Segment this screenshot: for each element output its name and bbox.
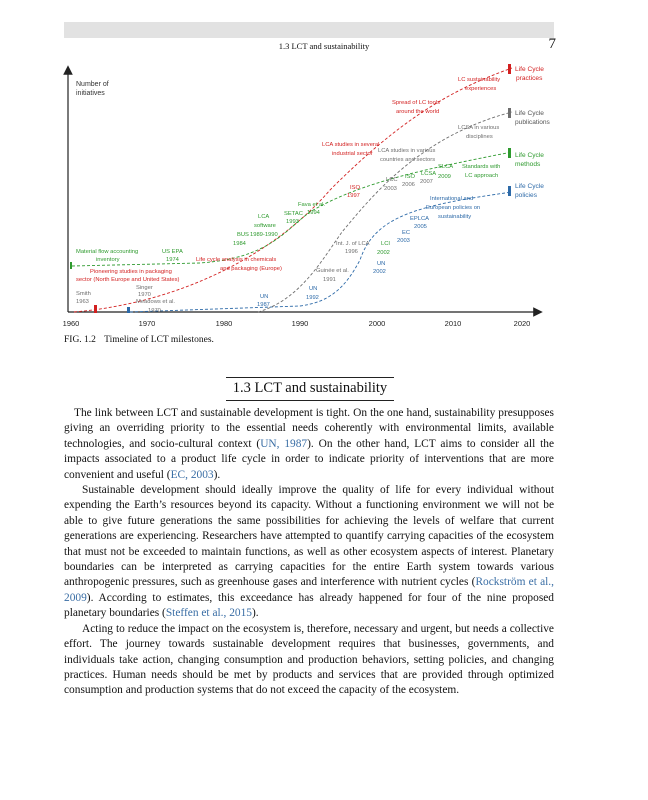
legend-marker-publications xyxy=(508,108,511,118)
start-marker-green xyxy=(70,262,72,269)
anno-lca-var-1: LCA studies in various xyxy=(378,148,436,154)
legend-practices: Life Cycle xyxy=(515,66,544,73)
y-axis-title-line2: initiatives xyxy=(76,90,105,97)
anno-1994: 1994 xyxy=(307,210,320,216)
anno-lc-sust-1: LC sustainability xyxy=(458,77,501,83)
x-tick-1990: 1990 xyxy=(291,319,309,328)
figure-caption-text: Timeline of LCT milestones. xyxy=(104,335,214,345)
anno-un1992b: 1992 xyxy=(306,295,319,301)
x-tick-1970: 1970 xyxy=(138,319,156,328)
anno-intl-1: International and xyxy=(430,196,474,202)
anno-un1992a: UN xyxy=(309,286,318,292)
anno-lci: LCI xyxy=(381,241,391,247)
anno-un2002a: UN xyxy=(377,261,386,267)
section-title: 1.3 LCT and sustainability xyxy=(226,377,394,401)
anno-guinee: Guinée et al. xyxy=(316,268,349,274)
y-axis-title: Number of xyxy=(76,81,109,88)
legend-publications: Life Cycle xyxy=(515,110,544,117)
citation-rockstrom-2009[interactable]: Rockström et al., 2009 xyxy=(64,576,554,604)
anno-2005: 2005 xyxy=(414,224,427,230)
running-head: 1.3 LCT and sustainability xyxy=(278,41,370,51)
paragraph-3: Acting to reduce the impact on the ecosystem is, therefore, necessary and urgent, but needs a collective effort. The journey towards sustainable development requires that businesses, governments, and individuals take action, changing consumption and production behaviors, setting policies, and changing practices. Human needs should be met by products and services that are provided through optimized consumption and production systems that do not exceed the capacity of the ecosystem. xyxy=(64,622,554,697)
anno-intl-2: European policies on xyxy=(426,205,481,211)
legend-policies: Life Cycle xyxy=(515,183,544,190)
paragraph-2-text-b: ). According to estimates, this exceedance has already happened for four of the nine proposed planetary boundaries ( xyxy=(64,591,554,620)
anno-1984: 1984 xyxy=(233,241,246,247)
legend-marker-methods xyxy=(508,148,511,158)
legend-practices-2: practices xyxy=(516,75,543,82)
anno-spread-1: Spread of LC tools xyxy=(392,100,441,106)
paragraph-2 xyxy=(64,483,554,622)
anno-lcsa-b: 2007 xyxy=(420,179,433,185)
legend-methods: Life Cycle xyxy=(515,152,544,159)
anno-lca-var-2: countries and sectors xyxy=(380,157,436,163)
anno-std-1: Standards with xyxy=(462,164,501,170)
paragraph-2-text-c: ). xyxy=(252,607,259,620)
timeline-figure xyxy=(0,0,648,340)
anno-2002: 2002 xyxy=(377,250,390,256)
body-text xyxy=(64,406,554,699)
anno-lca-chem-2: and packaging (Europe) xyxy=(220,266,282,272)
anno-un1987a: UN xyxy=(260,294,269,300)
paragraph-2-text-a: Sustainable development should ideally improve the quality of life for every individual without expending the Earth’s resources beyond its capacity. Without a functioning environment we will not be able to give future generations the same possibilities for achieving the levels of welfare that current generations are experiencing. Researchers have attempted to quantify carrying capacities of the ecosystem that must not be exceeded to maintain functions, as well as other ecosystem aspects of interest. Planetary boundaries can be interpreted as carrying capacities for the entire Earth system towards various anthropogenic pressures, such as greenhouse gases and interference with nutrient cycles ( xyxy=(64,484,554,589)
x-tick-2020: 2020 xyxy=(513,319,531,328)
anno-1970b: 1970 xyxy=(148,308,161,314)
x-tick-2000: 2000 xyxy=(368,319,386,328)
anno-pioneering-2: sector (North Europe and United States) xyxy=(76,277,180,283)
paragraph-1-text-c: ). xyxy=(213,468,221,481)
anno-iso2006b: 2006 xyxy=(402,182,415,188)
anno-spread-2: around the world xyxy=(396,109,440,115)
start-marker-blue xyxy=(127,307,130,313)
anno-un2002b: 2002 xyxy=(373,269,386,275)
anno-eplca: EPLCA xyxy=(410,216,430,222)
start-marker-red xyxy=(94,305,97,313)
anno-singer: Singer xyxy=(136,285,153,291)
citation-un-1987[interactable]: UN, 1987 xyxy=(260,437,308,450)
anno-inventory: inventory xyxy=(96,257,120,263)
anno-2003a: 2003 xyxy=(384,186,397,192)
anno-iso1997b: 1997 xyxy=(347,193,360,199)
figure-label: FIG. 1.2 xyxy=(64,335,96,345)
anno-lca-chem-1: Life cycle analysis in chemicals xyxy=(196,257,277,263)
anno-1993: 1993 xyxy=(286,219,299,225)
anno-lca-ind-2: industrial sector xyxy=(332,151,373,157)
x-tick-1960: 1960 xyxy=(62,319,80,328)
anno-smith: Smith xyxy=(76,291,91,297)
anno-lca-sw-2: software xyxy=(254,223,276,229)
anno-lca-sw-3: 1989-1990 xyxy=(250,232,278,238)
anno-lcsa-var-2: disciplines xyxy=(466,134,493,140)
anno-iso1997a: ISO xyxy=(350,185,360,191)
legend-marker-policies xyxy=(508,186,511,196)
anno-lca-ind-1: LCA studies in several xyxy=(322,142,380,148)
anno-intl-3: sustainability xyxy=(438,214,472,220)
anno-slca-a: SLCA xyxy=(438,164,454,170)
anno-bus: BUS xyxy=(237,232,249,238)
legend-marker-practices xyxy=(508,64,511,74)
figure-caption xyxy=(64,335,214,345)
anno-std-2: LC approach xyxy=(465,173,499,179)
anno-intj: Int. J. of LCA xyxy=(336,241,370,247)
anno-fava: Fava et al. xyxy=(298,202,326,208)
paragraph-1-text-a: The link between LCT and sustainable development is tight. On the one hand, sustainability presupposes giving an overriding priority to the essential needs coherently with environmental limits, available technologies, and socio-cultural context ( xyxy=(64,407,554,450)
anno-iso2006a: ISO xyxy=(405,174,415,180)
anno-us-epa: US EPA xyxy=(162,249,183,255)
practices-curve xyxy=(74,68,512,312)
legend-policies-2: policies xyxy=(515,192,537,199)
anno-lc-sust-2: experiences xyxy=(465,86,497,92)
anno-un1987b: 1987 xyxy=(257,302,270,308)
legend-publications-2: publications xyxy=(515,119,550,126)
anno-lcc: LCC xyxy=(386,177,398,183)
anno-lcsa-a: LCSA xyxy=(421,171,437,177)
anno-lca-sw-1: LCA xyxy=(258,214,270,220)
citation-ec-2003[interactable]: EC, 2003 xyxy=(170,468,214,481)
anno-setac: SETAC xyxy=(284,211,303,217)
x-tick-1980: 1980 xyxy=(215,319,233,328)
anno-meadows: Meadows et al. xyxy=(136,299,175,305)
x-tick-2010: 2010 xyxy=(444,319,462,328)
anno-2003b: 2003 xyxy=(397,238,410,244)
citation-steffen-2015[interactable]: Steffen et al., 2015 xyxy=(165,607,252,620)
anno-1974: 1974 xyxy=(166,257,179,263)
anno-lcsa-var-1: LCSA in various xyxy=(458,125,500,131)
anno-ec: EC xyxy=(402,230,411,236)
paragraph-1-text-b: ). On the other hand, LCT aims to consider all the impacts associated to a product life cycle in order to indicate priority of interventions that are more convenient and useful ( xyxy=(64,437,555,481)
paragraph-1 xyxy=(64,406,554,483)
anno-1991: 1991 xyxy=(323,277,336,283)
page-number: 7 xyxy=(548,36,556,52)
anno-pioneering-1: Pioneering studies in packaging xyxy=(90,269,172,275)
anno-1996: 1996 xyxy=(345,249,358,255)
legend-methods-2: methods xyxy=(515,161,541,168)
anno-material-flow: Material flow accounting xyxy=(76,249,139,255)
anno-slca-b: 2009 xyxy=(438,174,451,180)
anno-1963: 1963 xyxy=(76,299,89,305)
anno-1970a: 1970 xyxy=(138,292,151,298)
